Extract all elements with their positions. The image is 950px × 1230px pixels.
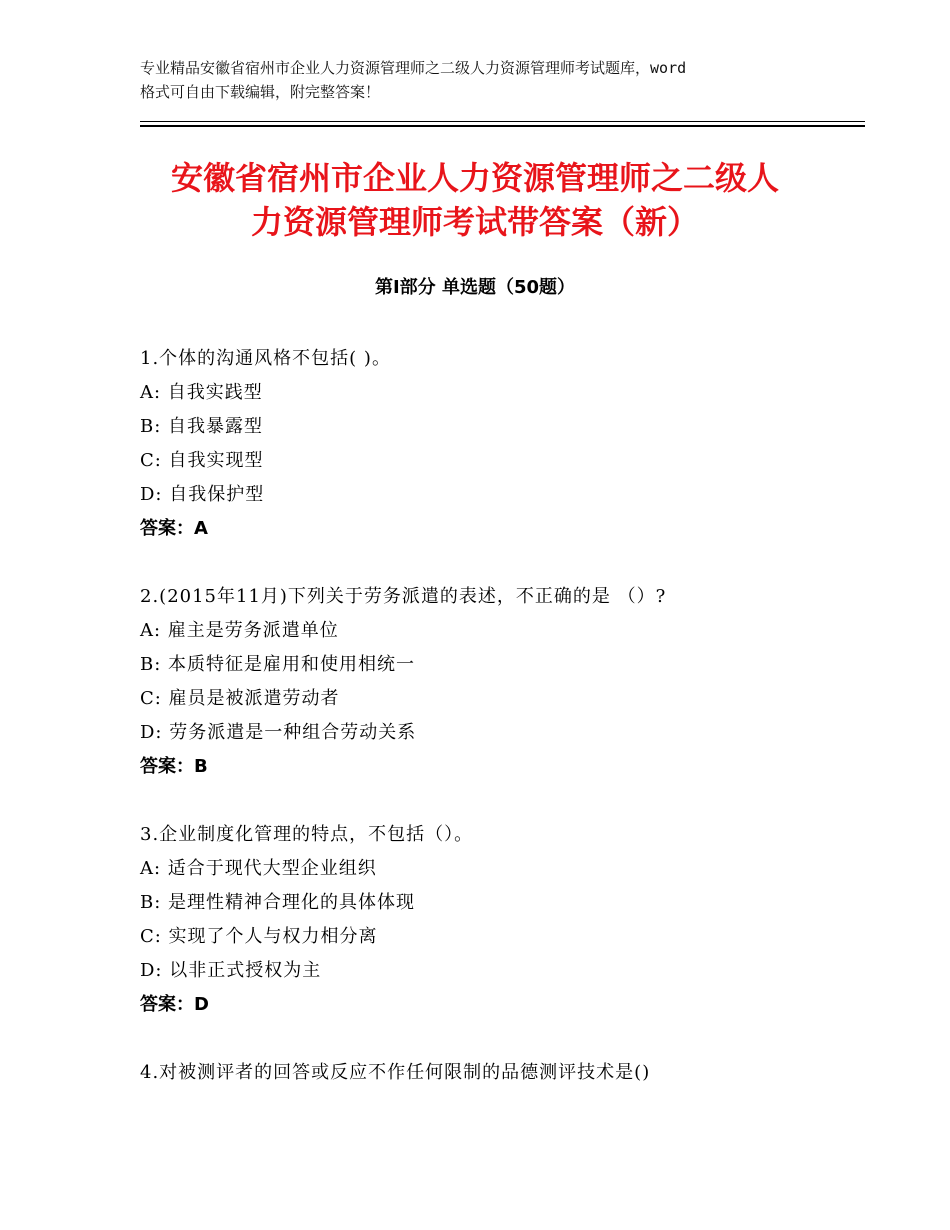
- option-d: D: 以非正式授权为主: [140, 960, 322, 981]
- question-stem: 4.对被测评者的回答或反应不作任何限制的品德测评技术是(): [140, 1062, 651, 1083]
- option-b: B: 是理性精神合理化的具体体现: [140, 892, 416, 913]
- question-stem: 3.企业制度化管理的特点，不包括（）。: [140, 824, 474, 845]
- question-2: [140, 580, 840, 784]
- header-rule-thick: [140, 125, 865, 127]
- document-title: [140, 156, 810, 244]
- header-note-line-2: 格式可自由下载编辑，附完整答案！: [140, 83, 381, 101]
- header-note-line-1: 专业精品安徽省宿州市企业人力资源管理师之二级人力资源管理师考试题库，word: [140, 59, 687, 77]
- question-3: [140, 818, 840, 1022]
- option-a: A: 雇主是劳务派遣单位: [140, 620, 339, 641]
- question-list: [140, 342, 840, 1124]
- option-a: A: 自我实践型: [140, 382, 263, 403]
- document-title-line-2: 力资源管理师考试带答案（新）: [250, 203, 699, 241]
- section-heading: 第Ⅰ部分 单选题（50题）: [374, 277, 575, 298]
- answer: 答案：A: [140, 518, 208, 539]
- header-note: [140, 56, 830, 104]
- header-rule-thin: [140, 121, 865, 122]
- question-4: [140, 1056, 840, 1090]
- option-c: C: 实现了个人与权力相分离: [140, 926, 378, 947]
- answer: 答案：B: [140, 756, 208, 777]
- document-title-line-1: 安徽省宿州市企业人力资源管理师之二级人: [170, 159, 779, 197]
- option-b: B: 自我暴露型: [140, 416, 264, 437]
- option-c: C: 雇员是被派遣劳动者: [140, 688, 340, 709]
- question-stem: 2.(2015年11月)下列关于劳务派遣的表述，不正确的是 （）?: [140, 586, 667, 607]
- option-d: D: 自我保护型: [140, 484, 265, 505]
- question-1: [140, 342, 840, 546]
- question-stem: 1.个体的沟通风格不包括( )。: [140, 348, 391, 369]
- option-c: C: 自我实现型: [140, 450, 264, 471]
- answer: 答案：D: [140, 994, 209, 1015]
- option-b: B: 本质特征是雇用和使用相统一: [140, 654, 416, 675]
- option-d: D: 劳务派遣是一种组合劳动关系: [140, 722, 417, 743]
- option-a: A: 适合于现代大型企业组织: [140, 858, 377, 879]
